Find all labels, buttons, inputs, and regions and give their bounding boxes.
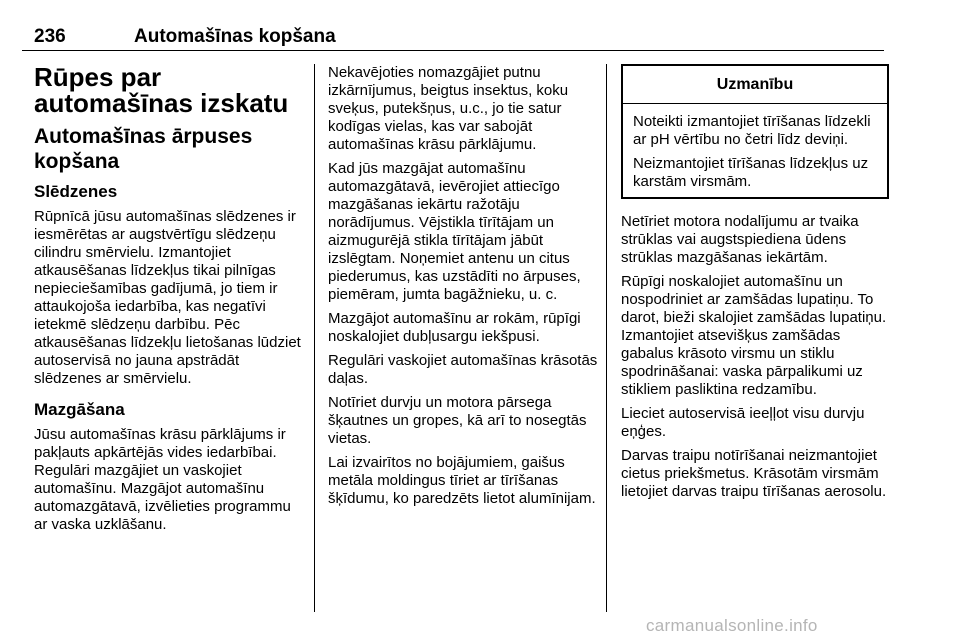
paragraph: Regulāri vaskojiet automašīnas krāsotās daļas. <box>328 352 598 387</box>
page-header <box>22 26 884 51</box>
paragraph-locks: Rūpnīcā jūsu automašīnas slēdzenes ir iesmērētas ar augstvērtīgu slēdzeņu cilindru smērvielu. Izmantojiet atkausēšanas līdzekļus tikai pilnīgas nepieciešamības gadījumā, jo tiem ir attaukojoša iedarbība, kas negatīvi ietekmē slēdzeņu darbību. Pēc atkausēšanas līdzekļu lietošanas lūdziet autoservisā no jauna apstrādāt slēdzenes ar smērvielu. <box>34 208 301 387</box>
caution-body <box>623 104 887 197</box>
caution-text: Noteikti izmantojiet tīrīšanas līdzekli ar pH vērtību no četri līdz deviņi. <box>633 113 871 148</box>
page-number: 236 <box>34 26 66 47</box>
column-divider-right <box>606 64 607 612</box>
caution-title: Uzmanību <box>623 66 887 104</box>
heading-locks: Slēdzenes <box>34 182 118 201</box>
paragraph: Nekavējoties nomazgājiet putnu izkārnījumus, beigtus insektus, koku sveķus, putekšņus, u.c., jo tie satur kodīgas vielas, kas var sabojāt automašīnas krāsu pārklājumu. <box>328 64 569 153</box>
paragraph: Notīriet durvju un motora pārsega šķautnes un gropes, kā arī to nosegtās vietas. <box>328 394 587 447</box>
caution-text: Neizmantojiet tīrīšanas līdzekļus uz karstām virsmām. <box>633 155 869 190</box>
section-subtitle: Automašīnas ārpuses kopšana <box>34 125 253 173</box>
paragraph: Darvas traipu notīrīšanai neizmantojiet cietus priekšmetus. Krāsotām virsmām lietojiet darvas traipu tīrīšanas aerosolu. <box>621 447 887 500</box>
chapter-title: Automašīnas kopšana <box>134 26 336 47</box>
watermark: carmanualsonline.info <box>646 616 818 635</box>
paragraph: Kad jūs mazgājat automašīnu automazgātavā, ievērojiet attiecīgo mazgāšanas iekārtu ražotāju norādījumus. Vējstikla tīrītājam un aizmugurējā stikla tīrītājam jābūt izslēgtam. Noņemiet antenu un citus piederumus, kas uzstādīti no ārpuses, piemēram, jumta bagāžnieku, u. c. <box>328 160 581 303</box>
column-right <box>621 64 889 507</box>
heading-washing: Mazgāšana <box>34 400 125 419</box>
paragraph: Lai izvairītos no bojājumiem, gaišus metāla moldingus tīriet ar tīrīšanas šķīdumu, ko paredzēts lietot alumīnijam. <box>328 454 596 507</box>
paragraph: Lieciet autoservisā ieeļļot visu durvju eņģes. <box>621 405 865 440</box>
caution-box <box>621 64 889 199</box>
paragraph-washing: Jūsu automašīnas krāsu pārklājums ir pakļauts apkārtējās vides iedarbībai. Regulāri mazgājiet un vaskojiet automašīnu. Mazgājot automašīnu automazgātavā, izvēlieties programmu ar vaska uzklāšanu. <box>34 426 291 533</box>
paragraph: Mazgājot automašīnu ar rokām, rūpīgi noskalojiet dubļusargu iekšpusi. <box>328 310 581 345</box>
column-left <box>34 64 302 540</box>
paragraph: Netīriet motora nodalījumu ar tvaika strūklas vai augstspiediena ūdens strūklas mazgāšanas iekārtām. <box>621 213 859 266</box>
paragraph: Rūpīgi noskalojiet automašīnu un nospodriniet ar zamšādas lupatiņu. To darot, bieži skalojiet zamšādas lupatiņu. Izmantojiet atsevišķus zamšādas gabalus krāsoto virsmu un stiklu spodrināšanai: vaska pārpalikumi uz stikliem pasliktina redzamību. <box>621 273 887 398</box>
column-middle <box>328 64 598 514</box>
column-divider-left <box>314 64 315 612</box>
section-title: Rūpes par automašīnas izskatu <box>34 62 289 118</box>
